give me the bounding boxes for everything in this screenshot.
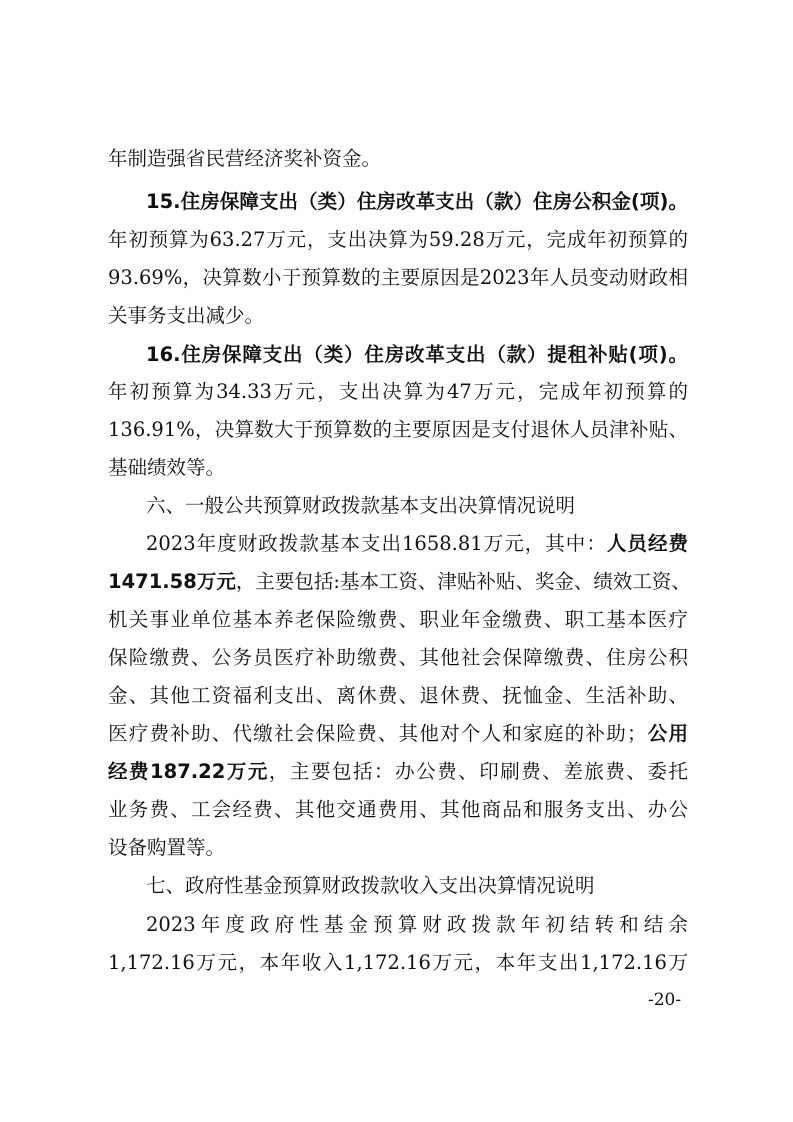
paragraph-line: 2023年度政府性基金预算财政拨款年初结转和结余 — [146, 913, 688, 936]
paragraph-line: 年初预算为34.33万元，支出决算为47万元，完成年初预算的 — [108, 380, 688, 403]
paragraph-line: 设备购置等。 — [108, 836, 226, 859]
paragraph-line: 关事务支出减少。 — [108, 304, 265, 327]
paragraph-line: 1,172.16万元，本年收入1,172.16万元，本年支出1,172.16万 — [108, 951, 688, 974]
emphasis-text: 人员经费 — [606, 532, 688, 555]
item-heading-15: 15.住房保障支出（类）住房改革支出（款）住房公积金(项)。 — [146, 190, 688, 213]
page-number: -20- — [648, 990, 682, 1010]
paragraph-line: 136.91%，决算数大于预算数的主要原因是支付退休人员津补贴、 — [108, 418, 688, 441]
paragraph-line — [108, 715, 688, 753]
section-heading-7: 七、政府性基金预算财政拨款收入支出决算情况说明 — [146, 874, 595, 897]
paragraph-line: 年制造强省民营经济奖补资金。 — [108, 147, 382, 170]
paragraph-line — [146, 525, 688, 563]
paragraph-text: 医疗费补助、代缴社会保险费、其他对个人和家庭的补助； — [108, 722, 647, 745]
paragraph-text: ，主要包括:基本工资、津贴补贴、奖金、绩效工资、 — [235, 570, 691, 593]
emphasis-text: 公用 — [646, 722, 688, 745]
paragraph-line: 基础绩效等。 — [108, 456, 226, 479]
emphasis-text: 1471.58万元 — [108, 570, 236, 593]
paragraph-line — [108, 563, 691, 601]
section-heading-6: 六、一般公共预算财政拨款基本支出决算情况说明 — [146, 494, 576, 517]
item-heading-16: 16.住房保障支出（类）住房改革支出（款）提租补贴(项)。 — [146, 343, 688, 366]
paragraph-line — [108, 753, 688, 791]
paragraph-line: 金、其他工资福利支出、离休费、退休费、抚恤金、生活补助、 — [108, 684, 688, 707]
paragraph-line: 业务费、工会经费、其他交通费用、其他商品和服务支出、办公 — [108, 798, 688, 821]
paragraph-line: 机关事业单位基本养老保险缴费、职业年金缴费、职工基本医疗 — [108, 608, 688, 631]
paragraph-text: ，主要包括：办公费、印刷费、差旅费、委托 — [268, 760, 688, 783]
paragraph-text: 2023年度财政拨款基本支出1658.81万元，其中： — [146, 532, 607, 555]
emphasis-text: 经费187.22万元 — [108, 760, 269, 783]
paragraph-line: 年初预算为63.27万元，支出决算为59.28万元，完成年初预算的 — [108, 228, 688, 251]
paragraph-line: 保险缴费、公务员医疗补助缴费、其他社会保障缴费、住房公积 — [108, 646, 688, 669]
paragraph-line: 93.69%，决算数小于预算数的主要原因是2023年人员变动财政相 — [108, 266, 688, 289]
